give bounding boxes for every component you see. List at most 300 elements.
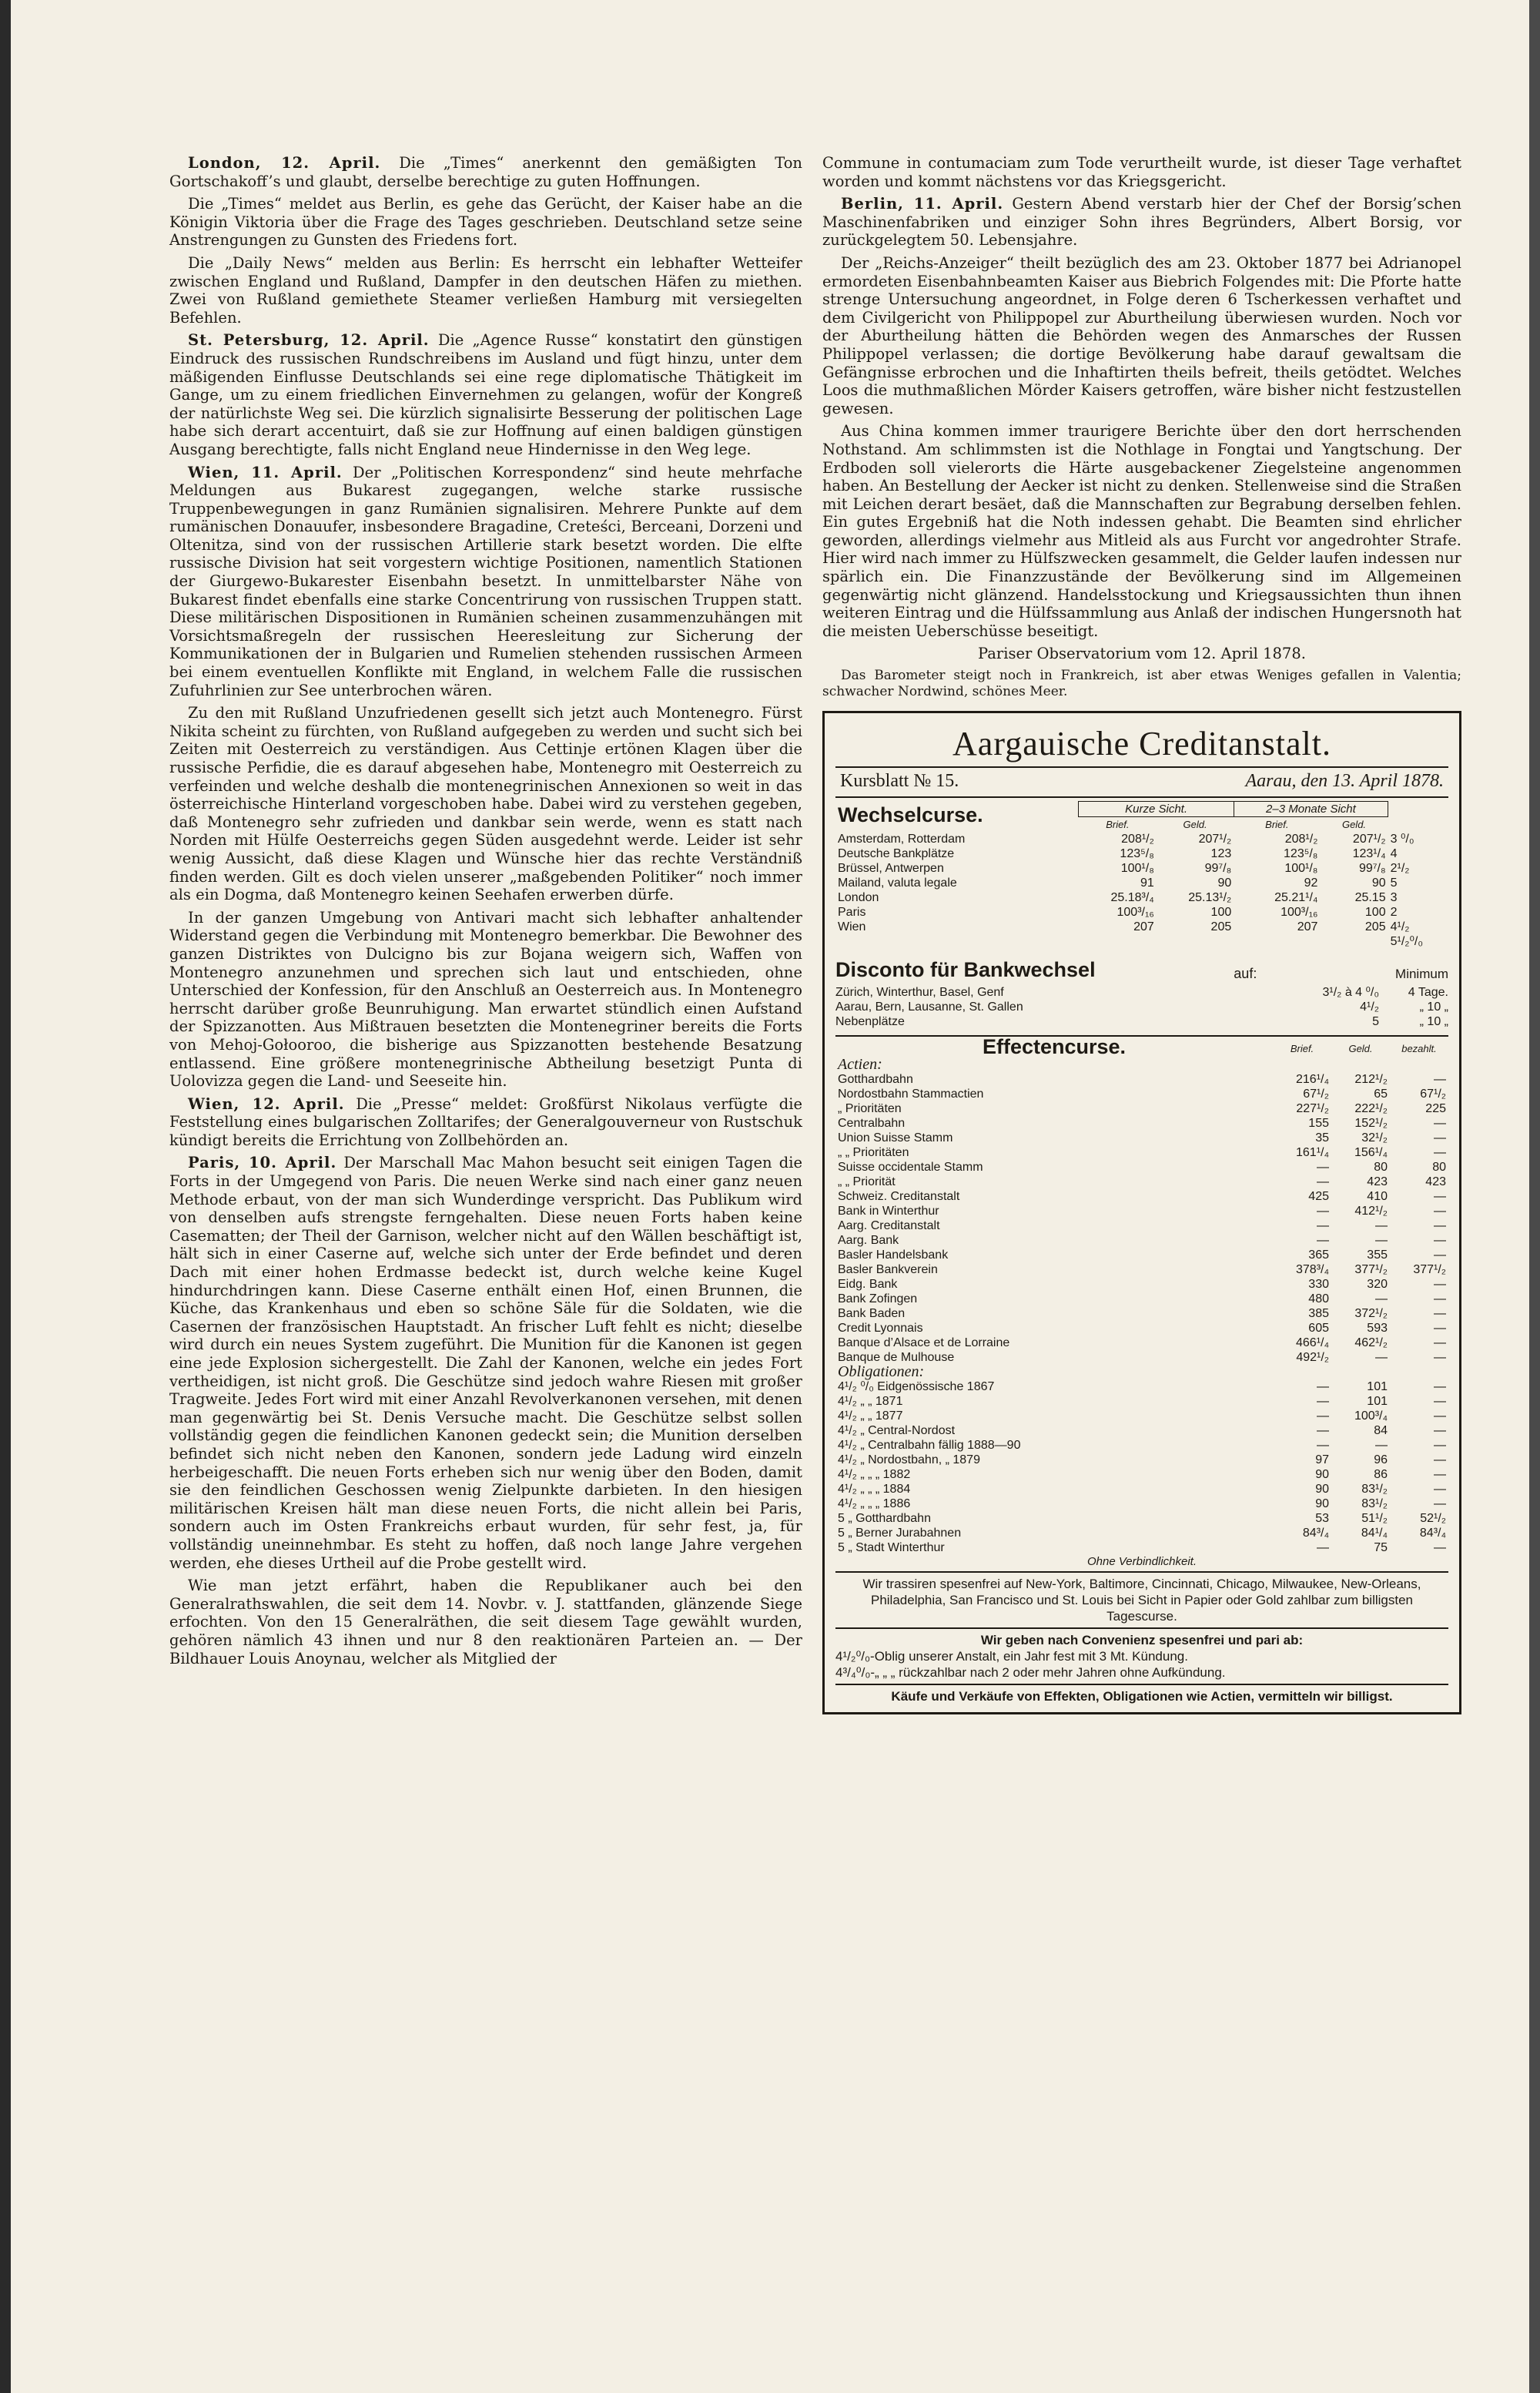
disconto-rate: 4¹/₂ xyxy=(1360,1000,1379,1014)
price-cell: 423 xyxy=(1367,1175,1388,1189)
footer-oblig-2: 4³/₄⁰/₀-„ „ „ rückzahlbar nach 2 oder mehr Jahren ohne Aufkündung. xyxy=(835,1665,1226,1681)
rate-header xyxy=(1388,802,1448,817)
ad-title: Aargauische Creditanstalt. xyxy=(952,725,1331,763)
article-text: Zu den mit Rußland Unzufriedenen gesellt sich jetzt auch Montenegro. Fürst Nikita scheint zu fürchten, von Rußland aufgegeben zu werden und sucht sich bei Zeiten mit Oesterreich zu verständigen. Aus Cettinje ertönen Klagen über die russische Perfidie, die es darauf abgesehen habe, Montenegro mit Oesterreich zu verfeinden und welche deshalb die montenegrinischen Annexionen so weit in das österreichische Hinterland vorgeschoben habe. Dabei wird zu verstehen gegeben, daß Montenegro sehr zufrieden und dankbar sein werde, wenn es statt nach Norden mit Hülfe Oesterreichs gegen Süden ausgedehnt werde. Leider ist sehr wenig Aussicht, daß diese Klagen und Wünsche hier das rechte Verständniß finden werden. Gilt es doch vielen unserer „maßgebenden Politiker“ noch immer als ein Dogma, daß Montenegro keinen Seehafen erwerben dürfe. xyxy=(169,704,802,904)
disconto-row xyxy=(835,1000,1448,1014)
price-cell: — xyxy=(1317,1409,1329,1423)
disconto-title: Disconto für Bankwechsel xyxy=(835,958,1096,982)
article-paragraph xyxy=(822,195,1461,250)
article-text: Der „Politischen Korrespondenz“ sind heute mehrfache Meldungen aus Bukarest zugegangen, welche starke russische Truppenbewegungen in ganz Rumänien signalisiren. Mehrere Punkte auf dem rumänischen Donauufer, insbesondere Bragadine, Creteści, Berceani, Dorzeni und Oltenitza, sind von der russischen Artillerie stark besetzt worden. Die elfte russische Division hat seit vorgestern wichtige Positionen, namentlich Stationen der Giurgewo-Bukarester Eisenbahn besetzt. In unmittelbarster Nähe von Bukarest findet ebenfalls eine starke Concentrirung von russischen Truppen statt. Diese militärischen Dispositionen in Rumänien scheinen zusammenzuhängen mit Vorsichtsmaßregeln der russischen Heeresleitung zur Sicherung der Kommunikationen der in Bulgarien und Rumelien stehenden russischen Armeen bei einem eventuellen Konflikte mit England, in welchem Falle die russischen Zufuhrlinien zur See unterbrochen wären. xyxy=(169,463,803,699)
table-row xyxy=(835,1350,1448,1365)
disconto-auf: auf: xyxy=(1234,966,1257,982)
left-column xyxy=(169,154,802,1672)
price-cell: — xyxy=(1375,1219,1388,1233)
rate-cell: 123⁵/₈ xyxy=(1120,847,1154,861)
price-cell: 90 xyxy=(1315,1483,1329,1496)
price-cell: 32¹/₂ xyxy=(1361,1131,1388,1145)
rate-cell: 208¹/₂ xyxy=(1284,833,1318,846)
price-cell: 216¹/₄ xyxy=(1296,1073,1329,1087)
price-cell: — xyxy=(1434,1453,1446,1467)
rate-cell: 25.21¹/₄ xyxy=(1274,891,1318,905)
category-row xyxy=(835,1057,1448,1072)
observatory-text: Das Barometer steigt noch in Frankreich, ist aber etwas Weniges gefallen in Valentia; schwacher Nordwind, schönes Meer. xyxy=(822,668,1461,700)
wechsel-rows xyxy=(835,832,1448,949)
place-cell: Wien xyxy=(838,920,866,934)
price-cell: 80 xyxy=(1374,1161,1388,1175)
price-cell: — xyxy=(1434,1497,1446,1511)
price-cell: 365 xyxy=(1308,1248,1329,1262)
price-cell: 53 xyxy=(1315,1512,1329,1526)
ad-rule xyxy=(835,1035,1448,1037)
footer-oblig-1: 4¹/₂⁰/₀-Oblig unserer Anstalt, ein Jahr fest mit 3 Mt. Kündung. xyxy=(835,1649,1188,1664)
article-text: Commune in contumaciam zum Tode verurtheilt wurde, ist dieser Tage verhaftet worden und kommt nächstens vor das Kriegsgericht. xyxy=(822,154,1461,190)
table-row xyxy=(835,876,1448,890)
price-cell: 492¹/₂ xyxy=(1296,1351,1329,1365)
table-row xyxy=(835,890,1448,905)
table-row xyxy=(835,1072,1448,1087)
price-cell: — xyxy=(1317,1205,1329,1218)
price-cell: — xyxy=(1434,1439,1446,1453)
article-text: Aus China kommen immer traurigere Berichte über den dort herrschenden Nothstand. Am schlimmsten ist die Nothlage in Fongtai und Yangtschung. Der Erdboden soll vielerorts die Härte ausgebackener Ziegelsteine angenommen haben. An Bestellung der Aecker ist nicht zu denken. Stellenweise sind die Straßen mit Leichen derart besäet, daß die Mannschaften zur Begrabung derselben fehlen. Ein gutes Ergebniß hat die Noth indessen gehabt. Die Beamten sind ehrlicher geworden, allerdings vielmehr aus Mitleid als aus Furcht vor angedrohter Strafe. Hier wird nach immer zu Hülfszwecken gesammelt, die Gelder laufen indessen nur spärlich ein. Die Finanzzustände der Bevölkerung sind im Allgemeinen gegenwärtig nicht glänzend. Handelsstockung und Kriegsaussichten thun ihnen weiteren Eintrag und die Hülfssammlung aus Anlaß der indischen Hungersnoth hat die meisten Ueberschüsse beseitigt. xyxy=(822,422,1461,640)
price-cell: 466¹/₄ xyxy=(1296,1336,1329,1350)
security-name: Aarg. Bank xyxy=(838,1234,899,1248)
price-cell: 83¹/₂ xyxy=(1361,1497,1388,1511)
rate-cell: 123¹/₄ xyxy=(1352,847,1386,861)
table-row xyxy=(835,1218,1448,1233)
article-paragraph xyxy=(169,704,802,904)
table-row xyxy=(835,1511,1448,1526)
rate-cell: 205 xyxy=(1364,920,1386,934)
price-cell: 97 xyxy=(1315,1453,1329,1467)
col-header: bezahlt. xyxy=(1401,1043,1437,1055)
rate-cell: 90 xyxy=(1371,876,1386,890)
price-cell: 96 xyxy=(1374,1453,1388,1467)
article-paragraph xyxy=(822,254,1461,417)
rate-cell: 123⁵/₈ xyxy=(1284,847,1318,861)
rate-cell: 205 xyxy=(1210,920,1232,934)
security-name: 4¹/₂ ⁰/₀ Eidgenössische 1867 xyxy=(838,1380,995,1394)
table-row xyxy=(835,1160,1448,1175)
newspaper-page xyxy=(11,0,1529,2393)
price-cell: 410 xyxy=(1367,1190,1388,1204)
price-cell: — xyxy=(1375,1292,1388,1306)
price-cell: — xyxy=(1317,1380,1329,1394)
dateline: Wien, 12. April. xyxy=(188,1094,345,1113)
price-cell: 101 xyxy=(1367,1380,1388,1394)
security-name: 4¹/₂ „ „ 1877 xyxy=(838,1409,903,1423)
price-cell: — xyxy=(1434,1395,1446,1409)
price-cell: — xyxy=(1434,1219,1446,1233)
security-name: Banque d’Alsace et de Lorraine xyxy=(838,1336,1010,1350)
effecten-title: Effectencurse. xyxy=(982,1035,1127,1059)
price-cell: 355 xyxy=(1367,1248,1388,1262)
disconto-row xyxy=(835,1014,1448,1029)
price-cell: — xyxy=(1434,1351,1446,1365)
price-cell: — xyxy=(1434,1146,1446,1160)
right-column xyxy=(822,154,1461,1714)
price-cell: — xyxy=(1434,1278,1446,1292)
price-cell: — xyxy=(1434,1380,1446,1394)
price-cell: 372¹/₂ xyxy=(1354,1307,1388,1321)
price-cell: 75 xyxy=(1374,1541,1388,1555)
price-cell: — xyxy=(1317,1175,1329,1189)
price-cell: — xyxy=(1434,1424,1446,1438)
table-row xyxy=(835,1482,1448,1496)
security-name: Union Suisse Stamm xyxy=(838,1131,953,1145)
price-cell: 51¹/₂ xyxy=(1361,1512,1388,1526)
price-cell: 330 xyxy=(1308,1278,1329,1292)
price-cell: — xyxy=(1434,1307,1446,1321)
price-cell: 86 xyxy=(1374,1468,1388,1482)
table-row xyxy=(835,1526,1448,1540)
rate-cell: 208¹/₂ xyxy=(1121,833,1154,846)
rate-cell: 25.13¹/₂ xyxy=(1188,891,1232,905)
dateline: Berlin, 11. April. xyxy=(841,195,1004,213)
price-cell: 605 xyxy=(1308,1322,1329,1336)
security-name: „ „ Priorität xyxy=(838,1175,896,1189)
price-cell: 425 xyxy=(1308,1190,1329,1204)
price-cell: — xyxy=(1375,1439,1388,1453)
table-row xyxy=(835,1394,1448,1409)
article-text: In der ganzen Umgebung von Antivari macht sich lebhafter anhaltender Widerstand gegen die Verbindung mit Montenegro bemerkbar. Die Bewohner des ganzen Distriktes von Dulcigno bis zur Bojana weigern sich, Waffen von Montenegro anzunehmen und sprechen sich laut und entschieden, ohne Unterschied der Konfession, für den Anschluß an Oesterreich aus. In Montenegro herrscht darüber große Beunruhigung. Man erwartet stündlich einen Aufstand der Spizzanotten. Aus Mißtrauen besetzten die Montenegriner bereits die Forts von Mehoj-Gołooroo, die bisherige aus Spizzanotten bestehende Besatzung entlassend. Eine größere montenegrinische Abtheilung besetzigt Punta di Uolovizza gegen die Land- und Seeseite hin. xyxy=(169,908,802,1091)
scan-edge-left xyxy=(0,0,11,2393)
category-label: Actien: xyxy=(838,1056,882,1074)
security-name: 4¹/₂ „ „ „ 1886 xyxy=(838,1497,911,1511)
article-paragraph xyxy=(822,422,1461,640)
table-row xyxy=(835,861,1448,876)
price-cell: 222¹/₂ xyxy=(1354,1102,1388,1116)
security-name: Bank Baden xyxy=(838,1307,906,1321)
article-text: Der Marschall Mac Mahon besucht seit einigen Tagen die Forts in der Umgegend von Paris. Die neuen Werke sind nach einer ganz neuen Methode erbaut, von der man sich Wunderdinge verspricht. Das Publikum wird von denselben aufs strengste ferngehalten. Diese neuen Forts haben keine Casematten; der Theil der Garnison, welcher nicht auf den Wällen beschäftigt ist, hält sich in einer Caserne auf, welche sich unter der Erde befindet und deren Dach mit einer hohen Erdmasse bedeckt ist, durch welche keine Kugel hindurchdringen kann. Diese Caserne enthält einen Hof, einen Brunnen, die Küche, das Krankenhaus und eben so schöne Säle für die Soldaten, wie die Casernen der französischen Hauptstadt. An frischer Luft fehlt es nicht; dieselbe wird durch ein neues System zugeführt. Die Munition für die Kanonen ist gegen eine jede Explosion sichergestellt. Die Zahl der Kanonen, welche ein jedes Fort vertheidigen, ist nicht groß. Die Geschütze sind jedoch wahre Riesen mit großer Tragweite. Jedes Fort wird mit einer Anzahl Revolverkanonen versehen, mit denen man gegenwärtig bei St. Denis Versuche macht. Die Geschütze selbst sollen vollständig gegen die feindlichen Kanonen gedeckt sein; die Munition derselben befindet sich nicht neben den Kanonen, sondern jede Ladung wird einzeln herbeigeschafft. Die neuen Forts erheben sich nur wenig über den Boden, damit sie den feindlichen Geschossen wenig Zielpunkte darbieten. In den hiesigen militärischen Kreisen hält man diese neuen Forts, die nicht allein bei Paris, sondern auch im Osten Frankreichs erbaut wurden, für sehr fest, ja, für vollständig uneinnehmbar. Es steht zu hoffen, daß noch lange Jahre vergehen werden, ehe dieses Urtheil auf die Probe gestellt wird. xyxy=(169,1154,803,1572)
col-header: Geld. xyxy=(1183,819,1207,831)
disconto-min: 4 Tage. xyxy=(1408,986,1448,1000)
table-row xyxy=(835,1248,1448,1262)
price-cell: 83¹/₂ xyxy=(1361,1483,1388,1496)
security-name: 4¹/₂ „ „ „ 1884 xyxy=(838,1483,911,1496)
rate-cell: 100¹/₈ xyxy=(1120,862,1154,876)
footer-trassiren: Wir trassiren spesenfrei auf New-York, Baltimore, Cincinnati, Chicago, Milwaukee, New-Orleans, Philadelphia, San Francisco und St. Louis bei Sicht in Papier oder Gold zahlbar zum billigsten Tagescurse. xyxy=(862,1577,1421,1624)
dateline: St. Petersburg, 12. April. xyxy=(188,331,430,350)
security-name: 4¹/₂ „ Central-Nordost xyxy=(838,1424,956,1438)
kursblatt-label: Kursblatt № 15. xyxy=(840,771,959,792)
price-cell: 152¹/₂ xyxy=(1354,1117,1388,1131)
price-cell: — xyxy=(1317,1234,1329,1248)
security-name: Nordostbahn Stammactien xyxy=(838,1088,984,1101)
observatory-heading: Pariser Observatorium vom 12. April 1878. xyxy=(978,645,1306,663)
security-name: Basler Bankverein xyxy=(838,1263,938,1277)
dateline: London, 12. April. xyxy=(188,154,381,172)
price-cell: — xyxy=(1434,1468,1446,1482)
price-cell: — xyxy=(1434,1234,1446,1248)
category-row xyxy=(835,1365,1448,1379)
article-text: Gestern Abend verstarb hier der Chef der Borsig’schen Maschinenfabriken und einziger Sohn ihres Begründers, Albert Borsig, vor zurückgelegtem 50. Lebensjahre. xyxy=(822,195,1461,250)
disconto-minimum: Minimum xyxy=(1395,967,1448,982)
security-name: Bank in Winterthur xyxy=(838,1205,939,1218)
right-column-articles xyxy=(822,154,1461,640)
ad-rule xyxy=(835,1627,1448,1629)
table-row xyxy=(835,1131,1448,1145)
group-header: Kurze Sicht. xyxy=(1079,802,1234,817)
price-cell: 52¹/₂ xyxy=(1420,1512,1446,1526)
security-name: „ „ Prioritäten xyxy=(838,1146,909,1160)
table-row xyxy=(835,1233,1448,1248)
article-text: Die „Presse“ meldet: Großfürst Nikolaus verfügte die Feststellung eines bulgarischen Zolltarifes; der Generalgouverneur von Rustschuk kündigt bereits die Errichtung von Zollbehörden an. xyxy=(169,1094,803,1149)
price-cell: — xyxy=(1434,1322,1446,1336)
price-cell: — xyxy=(1317,1541,1329,1555)
effecten-rows xyxy=(835,1057,1448,1555)
rate-cell: 123 xyxy=(1210,847,1232,861)
rate-cell: 91 xyxy=(1140,876,1154,890)
security-name: 4¹/₂ „ Nordostbahn, „ 1879 xyxy=(838,1453,980,1467)
article-paragraph xyxy=(169,331,802,458)
security-name: 5 „ Berner Jurabahnen xyxy=(838,1527,962,1540)
price-cell: — xyxy=(1434,1205,1446,1218)
table-row xyxy=(835,1204,1448,1218)
rate-cell: 99⁷/₈ xyxy=(1358,862,1386,876)
place-cell: Paris xyxy=(838,906,866,920)
wechsel-title: Wechselcurse. xyxy=(838,803,983,826)
rate-cell xyxy=(1079,934,1157,949)
article-paragraph xyxy=(169,1154,802,1572)
security-name: 4¹/₂ „ Centralbahn fällig 1888—90 xyxy=(838,1439,1021,1453)
price-cell: 65 xyxy=(1374,1088,1388,1101)
group-header: 2–3 Monate Sicht xyxy=(1234,802,1388,817)
article-paragraph xyxy=(169,254,802,327)
price-cell: — xyxy=(1375,1234,1388,1248)
col-header: Brief. xyxy=(1265,819,1289,831)
price-cell: — xyxy=(1434,1131,1446,1145)
price-cell: 423 xyxy=(1425,1175,1446,1189)
ad-rule xyxy=(835,1684,1448,1685)
price-cell: 161¹/₄ xyxy=(1296,1146,1329,1160)
price-cell: 377¹/₂ xyxy=(1354,1263,1388,1277)
price-cell: — xyxy=(1434,1483,1446,1496)
security-name: Aarg. Creditanstalt xyxy=(838,1219,940,1233)
price-cell: — xyxy=(1317,1219,1329,1233)
rate-cell: 25.15 xyxy=(1354,891,1386,905)
table-row xyxy=(835,1496,1448,1511)
price-cell: — xyxy=(1434,1248,1446,1262)
price-cell: — xyxy=(1434,1292,1446,1306)
discount-rate-cell: 4¹/₂ xyxy=(1390,920,1410,934)
wechsel-table xyxy=(835,801,1448,949)
discount-rate-cell: 2 xyxy=(1390,906,1398,920)
table-row xyxy=(835,1438,1448,1453)
price-cell: 84¹/₄ xyxy=(1361,1527,1388,1540)
article-text: Der „Reichs-Anzeiger“ theilt bezüglich des am 23. Oktober 1877 bei Adrianopel ermordeten Eisenbahnbeamten Kaiser aus Biebrich Folgendes mit: Die Pforte hatte strenge Untersuchung angeordnet, in Folge deren 6 Tscherkessen verhaftet und dem Civilgericht von Philippopel zur Aburtheilung überwiesen wurden. Noch vor der Aburtheilung hätten die Behörden wegen des Anmarsches der Russen Philippopel verlassen; die dortige Bevölkerung habe darauf gewaltsam die Gefängnisse erbrochen und die Inhaftirten theils befreit, theils getödtet. Welches Loos die muthmaßlichen Mörder Kaisers getroffen, wäre bisher nicht festzustellen gewesen. xyxy=(822,253,1461,417)
table-row xyxy=(835,1540,1448,1555)
security-name: Suisse occidentale Stamm xyxy=(838,1161,983,1175)
article-text: Wie man jetzt erfährt, haben die Republikaner auch bei den Generalrathswahlen, die seit dem 14. Novbr. v. J. stattfanden, glänzende Siege erfochten. Von den 15 Generalräthen, die seit diesem Tage gewählt wurden, gehören nämlich 43 ihnen und nur 8 den reaktionären Parteien an. — Der Bildhauer Louis Anoynau, welcher als Mitglied der xyxy=(169,1577,802,1667)
place-cell: Brüssel, Antwerpen xyxy=(838,862,944,876)
table-row xyxy=(835,934,1448,949)
table-row xyxy=(835,1116,1448,1131)
disconto-rate: 5 xyxy=(1372,1015,1379,1029)
table-row xyxy=(835,920,1448,934)
price-cell: 377¹/₂ xyxy=(1413,1263,1446,1277)
rate-cell xyxy=(1320,934,1388,949)
price-cell: — xyxy=(1434,1336,1446,1350)
effecten-table xyxy=(835,1035,1448,1555)
ad-rule xyxy=(835,766,1448,768)
disconto-place: Aarau, Bern, Lausanne, St. Gallen xyxy=(835,1000,1023,1014)
price-cell: 84³/₄ xyxy=(1419,1527,1446,1540)
disconto-place: Zürich, Winterthur, Basel, Genf xyxy=(835,986,1004,1000)
disconto-place: Nebenplätze xyxy=(835,1015,905,1029)
article-paragraph xyxy=(169,1095,802,1150)
disconto-header xyxy=(835,958,1448,982)
price-cell: 227¹/₂ xyxy=(1296,1102,1329,1116)
price-cell: 155 xyxy=(1308,1117,1329,1131)
footer-kaeufe: Käufe und Verkäufe von Effekten, Obligationen wie Actien, vermitteln wir billigst. xyxy=(891,1689,1393,1704)
security-name: Banque de Mulhouse xyxy=(838,1351,955,1365)
price-cell: 412¹/₂ xyxy=(1354,1205,1388,1218)
disconto-rows xyxy=(835,985,1448,1029)
table-row xyxy=(835,1277,1448,1292)
price-cell: — xyxy=(1375,1351,1388,1365)
article-paragraph xyxy=(169,909,802,1091)
place-cell: Deutsche Bankplätze xyxy=(838,847,955,861)
security-name: 4¹/₂ „ „ „ 1882 xyxy=(838,1468,911,1482)
price-cell: 593 xyxy=(1367,1322,1388,1336)
article-paragraph xyxy=(169,1577,802,1667)
rate-cell: 207¹/₂ xyxy=(1198,833,1232,846)
article-paragraph xyxy=(822,154,1461,190)
price-cell: — xyxy=(1434,1190,1446,1204)
price-cell: — xyxy=(1317,1395,1329,1409)
table-row xyxy=(835,1292,1448,1306)
price-cell: 378³/₄ xyxy=(1296,1263,1329,1277)
price-cell: — xyxy=(1434,1541,1446,1555)
security-name: 5 „ Stadt Winterthur xyxy=(838,1541,945,1555)
rate-cell xyxy=(1157,934,1234,949)
price-cell: 90 xyxy=(1315,1497,1329,1511)
category-label: Obligationen: xyxy=(838,1363,925,1381)
article-text: Die „Agence Russe“ konstatirt den günstigen Eindruck des russischen Rundschreibens im Ausland und fügt hinzu, unter dem mäßigenden Einflusse Deutschlands sei eine rege diplomatische Thätigkeit im Gange, um zu einem friedlichen Einvernehmen zu gelangen, wofür der Kongreß der natürlichste Weg sei. Die kürzlich signalisirte Besserung der politischen Lage habe sich derart accentuirt, daß sie zur Hoffnung auf einen baldigen günstigen Ausgang berechtigte, falls nicht England neue Hindernisse in den Weg lege. xyxy=(169,331,803,458)
discount-rate-cell: 3 ⁰/₀ xyxy=(1390,833,1414,846)
rate-cell: 100 xyxy=(1364,906,1386,920)
article-paragraph xyxy=(169,154,802,190)
price-cell: 385 xyxy=(1308,1307,1329,1321)
table-row xyxy=(835,1467,1448,1482)
scan-edge-right xyxy=(1529,0,1540,2393)
security-name: Centralbahn xyxy=(838,1117,906,1131)
rate-cell: 100³/₁₆ xyxy=(1281,906,1318,920)
price-cell: — xyxy=(1317,1161,1329,1175)
creditanstalt-ad xyxy=(822,711,1461,1714)
price-cell: 67¹/₂ xyxy=(1420,1088,1446,1101)
price-cell: 80 xyxy=(1432,1161,1446,1175)
price-cell: — xyxy=(1317,1439,1329,1453)
price-cell: 84 xyxy=(1374,1424,1388,1438)
article-paragraph xyxy=(169,464,802,700)
rate-cell: 99⁷/₈ xyxy=(1204,862,1232,876)
table-row xyxy=(835,1306,1448,1321)
rate-cell: 100¹/₈ xyxy=(1284,862,1318,876)
disconto-rate: 3¹/₂ à 4 ⁰/₀ xyxy=(1322,986,1379,1000)
disconto-row xyxy=(835,985,1448,1000)
price-cell: 84³/₄ xyxy=(1302,1527,1329,1540)
security-name: Credit Lyonnais xyxy=(838,1322,923,1336)
rate-cell: 92 xyxy=(1304,876,1318,890)
col-header: Brief. xyxy=(1290,1043,1314,1055)
price-cell: 462¹/₂ xyxy=(1354,1336,1388,1350)
table-row xyxy=(835,1321,1448,1336)
price-cell: 225 xyxy=(1425,1102,1446,1116)
price-cell: 100³/₄ xyxy=(1354,1409,1388,1423)
price-cell: — xyxy=(1317,1424,1329,1438)
rate-cell: 25.18³/₄ xyxy=(1110,891,1154,905)
price-cell: 101 xyxy=(1367,1395,1388,1409)
page-content xyxy=(169,154,1461,2357)
security-name: Bank Zofingen xyxy=(838,1292,918,1306)
table-row xyxy=(835,1175,1448,1189)
security-name: 4¹/₂ „ „ 1871 xyxy=(838,1395,903,1409)
discount-rate-cell: 2¹/₂ xyxy=(1390,862,1410,876)
place-cell: London xyxy=(838,891,879,905)
price-cell: 67¹/₂ xyxy=(1303,1088,1329,1101)
price-cell: — xyxy=(1434,1409,1446,1423)
place-date: Aarau, den 13. April 1878. xyxy=(1245,771,1444,792)
table-row xyxy=(835,1189,1448,1204)
rate-cell: 100 xyxy=(1210,906,1232,920)
rate-cell xyxy=(1234,934,1320,949)
ad-header xyxy=(840,771,1444,792)
security-name: Gotthardbahn xyxy=(838,1073,913,1087)
discount-rate-cell: 5 xyxy=(1390,876,1398,890)
rate-cell: 207 xyxy=(1297,920,1318,934)
security-name: „ Prioritäten xyxy=(838,1102,902,1116)
rate-cell: 207¹/₂ xyxy=(1352,833,1386,846)
table-row xyxy=(835,1409,1448,1423)
rate-cell: 207 xyxy=(1133,920,1154,934)
security-name: Eidg. Bank xyxy=(838,1278,898,1292)
place-cell: Mailand, valuta legale xyxy=(838,876,957,890)
price-cell: — xyxy=(1434,1117,1446,1131)
price-cell: 480 xyxy=(1308,1292,1329,1306)
dateline: Paris, 10. April. xyxy=(188,1154,337,1172)
table-row xyxy=(835,1336,1448,1350)
table-row xyxy=(835,1087,1448,1101)
table-row xyxy=(835,1379,1448,1394)
security-name: Schweiz. Creditanstalt xyxy=(838,1190,960,1204)
price-cell: 212¹/₂ xyxy=(1354,1073,1388,1087)
security-name: 5 „ Gotthardbahn xyxy=(838,1512,931,1526)
article-paragraph xyxy=(169,195,802,250)
article-text: Die „Times“ meldet aus Berlin, es gehe das Gerücht, der Kaiser habe an die Königin Viktoria über die Frage des Tages geschrieben. Deutschland setze seine Anstrengungen zu Gunsten des Friedens fort. xyxy=(169,195,802,250)
rate-cell: 100³/₁₆ xyxy=(1116,906,1154,920)
table-row xyxy=(835,1145,1448,1160)
table-row xyxy=(835,905,1448,920)
price-cell: 90 xyxy=(1315,1468,1329,1482)
security-name: Basler Handelsbank xyxy=(838,1248,949,1262)
ad-rule xyxy=(835,796,1448,798)
discount-rate-cell: 3 xyxy=(1390,891,1398,905)
ad-rule xyxy=(835,1571,1448,1573)
price-cell: 35 xyxy=(1315,1131,1329,1145)
disconto-min: „ 10 „ xyxy=(1419,1000,1448,1014)
discount-rate-cell: 5¹/₂⁰/₀ xyxy=(1390,935,1423,949)
table-row xyxy=(835,832,1448,846)
col-header: Brief. xyxy=(1106,819,1130,831)
col-header: Geld. xyxy=(1341,819,1367,831)
footer-convenienz-title: Wir geben nach Convenienz spesenfrei und pari ab: xyxy=(980,1633,1304,1648)
disconto-min: „ 10 „ xyxy=(1419,1015,1448,1029)
article-text: Die „Daily News“ melden aus Berlin: Es herrscht ein lebhafter Wetteifer zwischen England und Rußland, Dampfer in den deutschen Häfen zu miethen. Zwei von Rußland gemiethete Steamer verließen Hamburg mit versiegelten Befehlen. xyxy=(169,253,802,327)
place-cell xyxy=(835,934,1079,949)
discount-rate-cell: 4 xyxy=(1390,847,1398,861)
table-row xyxy=(835,1101,1448,1116)
